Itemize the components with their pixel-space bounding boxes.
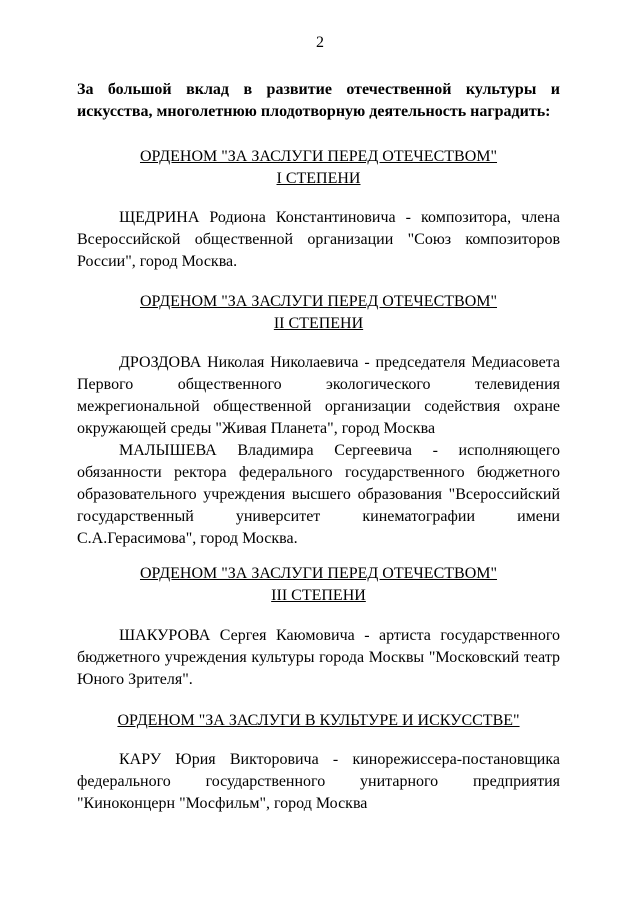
order-degree: III СТЕПЕНИ (271, 587, 366, 604)
section-heading-1 (77, 146, 560, 190)
order-name: ОРДЕНОМ "ЗА ЗАСЛУГИ ПЕРЕД ОТЕЧЕСТВОМ" (139, 293, 498, 310)
award-entry: КАРУ Юрия Викторовича - кинорежиссера-постановщика федерального государственного унитарного предприятия "Киноконцерн "Мосфильм", город Москва (77, 751, 560, 812)
award-entry: ШАКУРОВА Сергея Каюмовича - артиста государственного бюджетного учреждения культуры города Москвы "Московский театр Юного Зрителя". (77, 627, 560, 688)
order-name: ОРДЕНОМ "ЗА ЗАСЛУГИ ПЕРЕД ОТЕЧЕСТВОМ" (139, 565, 498, 582)
award-entry: МАЛЫШЕВА Владимира Сергеевича - исполняющего обязанности ректора федерального государственного бюджетного образовательного учреждения высшего образования "Всероссийский государственный университет кинематографии имени С.А.Герасимова", город Москва. (77, 442, 560, 547)
award-entry: ЩЕДРИНА Родиона Константиновича - композитора, члена Всероссийской общественной организации "Союз композиторов России", город Москва. (77, 209, 560, 270)
section-heading-2 (77, 291, 560, 335)
award-entry: ДРОЗДОВА Николая Николаевича - председателя Медиасовета Первого общественного экологического телевидения межрегиональной общественной организации содействия охране окружающей среды "Живая Планета", город Москва (77, 354, 560, 437)
intro-paragraph: За большой вклад в развитие отечественной культуры и искусства, многолетнюю плодотворную деятельность наградить: (77, 81, 560, 120)
section-heading-3 (77, 563, 560, 607)
order-name: ОРДЕНОМ "ЗА ЗАСЛУГИ ПЕРЕД ОТЕЧЕСТВОМ" (139, 148, 498, 165)
section-heading-4 (77, 710, 560, 732)
order-degree: II СТЕПЕНИ (273, 315, 364, 332)
page-number: 2 (316, 34, 324, 51)
order-degree: I СТЕПЕНИ (276, 170, 361, 187)
order-name: ОРДЕНОМ "ЗА ЗАСЛУГИ В КУЛЬТУРЕ И ИСКУССТВЕ" (117, 712, 520, 729)
